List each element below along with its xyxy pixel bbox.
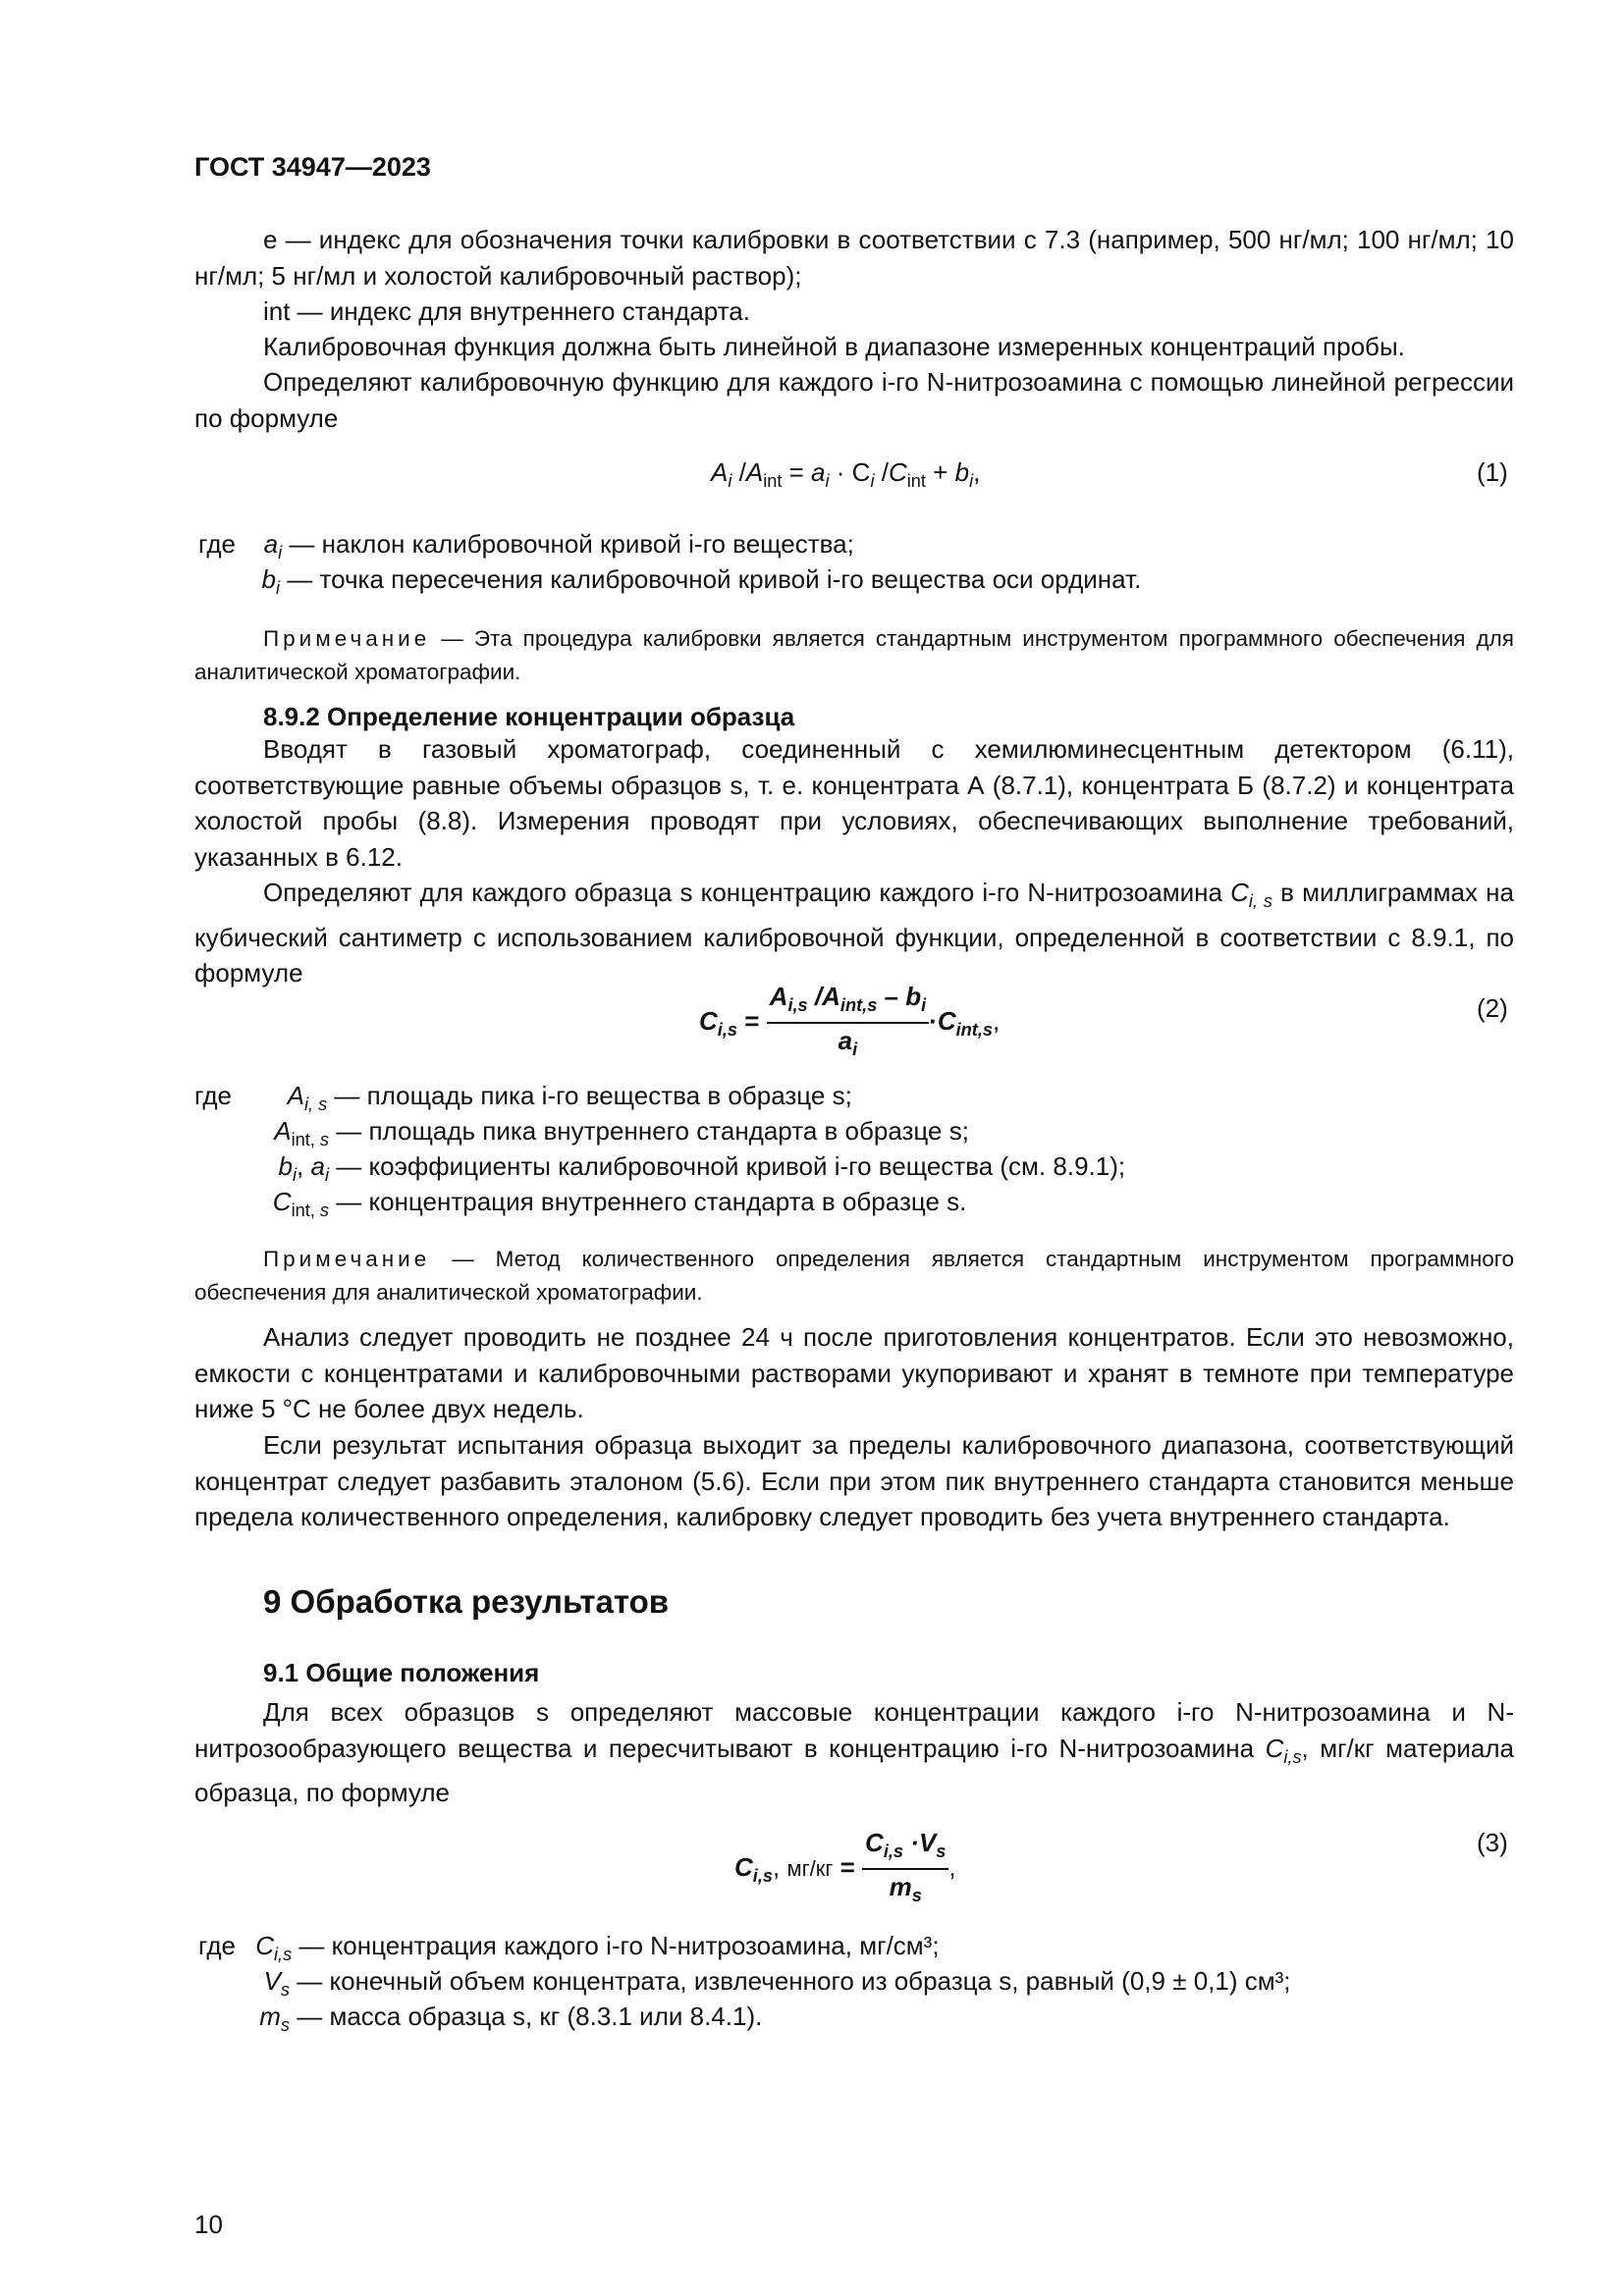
note-label: Примечание [263,1247,431,1271]
formula-3-unit: мг/кг [786,1856,834,1882]
definition-row: $C_{int, s}$ — концентрация внутреннего стандарта в образце s. [272,1187,967,1221]
paragraph-index-e: e — индекс для обозначения точки калибровки в соответствии с 7.3 (например, 500 нг/мл; 100 нг/мл; 10 нг/мл; 5 нг/мл и холостой калибровочный раствор); [194,225,1514,291]
note-1 [194,622,1514,689]
formula-1-number: (1) [1477,457,1508,487]
paragraph-linear: Калибровочная функция должна быть линейной в диапазоне измеренных концентраций пробы. [263,332,1405,361]
formula-3: $C_{i,s}$, мг/кг = $\frac{C_{i,s} \cdot V_s}{m_s}$ , [734,1828,956,1906]
definition-row: $b_i$, $a_i$ — коэффициенты калибровочной кривой i-го вещества (см. 8.9.1); [278,1151,1126,1186]
where-label: где [198,529,236,559]
formula-1: $A_i$ $/A_{int} = a_i \cdot C_i$ $/C_{int} + b_i$, [711,457,981,492]
definition-row: $A_{int, s}$ — площадь пика внутреннего стандарта в образце s; [274,1116,969,1150]
definition-text: — концентрация внутреннего стандарта в образце s. [329,1187,967,1216]
definition-row: где $A_{i, s}$ — площадь пика i-го вещества в образце s; [194,1081,852,1115]
definition-row: где $C_{i,s}$ — концентрация каждого i-го N-нитрозоамина, мг/см³; [198,1931,940,1965]
section-heading-8-9-2: 8.9.2 Определение концентрации образца [263,702,795,731]
paragraph-index-int: int — индекс для внутреннего стандарта. [263,296,750,326]
note-2 [194,1243,1514,1309]
definition-text: — площадь пика i-го вещества в образце s; [327,1081,852,1110]
definition-row: $V_s$ — конечный объем концентрата, извлеченного из образца s, равный (0,9 ± 0,1) см³; [263,1966,1291,2001]
page-number: 10 [194,2210,223,2239]
section-heading-9-1: 9.1 Общие положения [263,1658,540,1687]
note-text: — Метод количественного определения является стандартным инструментом программного обеспечения для аналитической хроматографии. [194,1247,1514,1305]
paragraph-analysis-time: Анализ следует проводить не позднее 24 ч после приготовления концентратов. Если это невозможно, емкости с концентратами и калибровочными растворами укупоривают и хранят в темноте при температуре ниже 5 °С не более двух недель. [194,1322,1514,1423]
document-header: ГОСТ 34947—2023 [194,152,431,182]
note-label: Примечание [263,626,431,651]
definition-text: — концентрация каждого i-го N-нитрозоамина, мг/см³; [292,1931,940,1960]
formula-3-number: (3) [1477,1828,1508,1857]
definition-text: — конечный объем концентрата, извлеченного из образца s, равный (0,9 ± 0,1) см³; [290,1966,1291,1996]
definition-text: — масса образца s, кг (8.3.1 или 8.4.1). [290,2002,763,2031]
definition-row: $m_s$ — масса образца s, кг (8.3.1 или 8.4.1). [259,2002,763,2036]
formula-2-number: (2) [1477,993,1508,1023]
definition-row: где $a_i$ — наклон калибровочной кривой i-го вещества; [198,529,854,563]
definition-text: — площадь пика внутреннего стандарта в образце s; [329,1116,969,1146]
formula-2: $C_{i,s}$ = $\frac{A_{i,s} /A_{int,s} - b_i}{a_i}$ $\cdot C_{int,s}$, [699,982,1001,1060]
section-heading-9: 9 Обработка результатов [263,1583,670,1620]
paragraph-out-of-range: Если результат испытания образца выходит за пределы калибровочного диапазона, соответствующий концентрат следует разбавить эталоном (5.6). Если при этом пик внутреннего стандарта становится меньше предела количественного определения, калибровку следует проводить без учета внутреннего стандарта. [194,1430,1514,1531]
paragraph-mass-conc: Для всех образцов s определяют массовые концентрации каждого i-го N-нитрозоамина и N-нитрозообразующего вещества и пересчитывают в концентрацию i-го N-нитрозоамина $C_{i,s}$, мг/кг материала образца, по формуле [194,1697,1514,1808]
paragraph-regression: Определяют калибровочную функцию для каждого i-го N-нитрозоамина с помощью линейной регрессии по формуле [194,367,1514,433]
paragraph-determine-conc: Определяют для каждого образца s концентрацию каждого i-го N-нитрозоамина $C_{i, s}$ в миллиграммах на кубический сантиметр с использованием калибровочной функции, определенной в соответствии с 8.9.1, по формуле [194,878,1514,988]
note-text: — Эта процедура калибровки является стандартным инструментом программного обеспечения для аналитической хроматографии. [194,626,1514,684]
definition-text: — точка пересечения калибровочной кривой i-го вещества оси ординат. [280,564,1142,594]
paragraph-injection: Вводят в газовый хроматограф, соединенный с хемилюминесцентным детектором (6.11), соответствующие равные объемы образцов s, т. е. концентрата А (8.7.1), концентрата Б (8.7.2) и концентрата холостой пробы (8.8). Измерения проводят при условиях, обеспечивающих выполнение требований, указанных в 6.12. [194,734,1514,872]
definition-row: $b_i$ — точка пересечения калибровочной кривой i-го вещества оси ординат. [261,564,1142,599]
definition-text: — коэффициенты калибровочной кривой i-го вещества (см. 8.9.1); [329,1151,1126,1181]
definition-text: — наклон калибровочной кривой i-го вещества; [282,529,854,559]
